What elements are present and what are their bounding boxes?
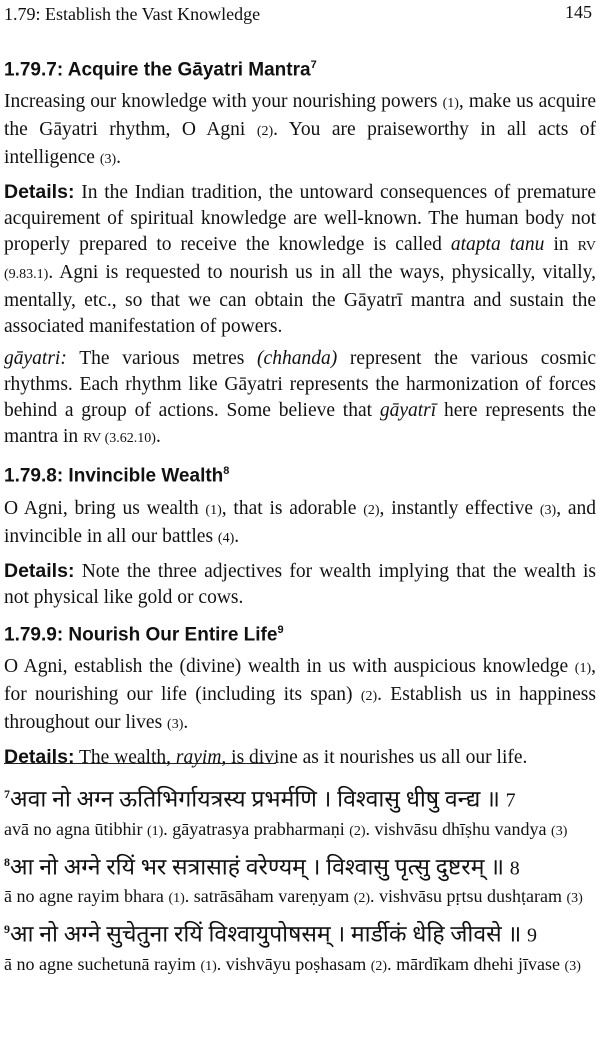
details-label: Details: bbox=[4, 745, 75, 768]
verse-translation: O Agni, establish the (divine) wealth in us with auspicious knowledge (1), for nourishing our life (including its span) (2). Establish us in happiness throughout our lives (3). bbox=[4, 655, 596, 733]
footnote-transliteration: avā no agna ūtibhir (1). gāyatrasya prabharmaṇi (2). vishvāsu dhīṣhu vandya (3) bbox=[4, 818, 568, 839]
footnote-transliteration: ā no agne suchetunā rayim (1). vishvāyu poṣhasam (2). mārdīkam dhehi jīvase (3) bbox=[4, 953, 581, 974]
term-label: gāyatri: bbox=[4, 348, 67, 370]
verse-translation: Increasing our knowledge with your nourishing powers (1), make us acquire the Gāyatri rhythm, O Agni (2). You are praiseworthy in all acts of intelligence (3). bbox=[4, 91, 596, 169]
section-heading: 1.79.7: Acquire the Gāyatri Mantra$^7$ bbox=[4, 59, 317, 81]
footnote-mark: 9 bbox=[277, 623, 284, 636]
details-paragraph: Details: Note the three adjectives for wealth implying that the wealth is not physical like gold or cows. bbox=[4, 559, 596, 608]
section-heading: 1.79.9: Nourish Our Entire Life$^9$ bbox=[4, 623, 284, 645]
footnote-transliteration: ā no agne rayim bhara (1). satrāsāham vareṇyam (2). vishvāsu pṛtsu dushṭaram (3) bbox=[4, 886, 583, 907]
footnote-sanskrit: $^9$आ नो अग्ने सुचेतुना रयिं विश्वायुपोषसम् । मार्डीकं धेहि जीवसे ॥ 9 bbox=[4, 921, 537, 947]
footnotes bbox=[4, 778, 596, 981]
running-header bbox=[4, 4, 596, 28]
footnote-mark: 8 bbox=[223, 465, 230, 478]
section-heading: 1.79.8: Invincible Wealth$^8$ bbox=[4, 465, 230, 487]
footnote-mark: 7 bbox=[310, 59, 317, 71]
details-paragraph: Details: In the Indian tradition, the untoward consequences of premature acquirement of spiritual knowledge are well-known. The human body not properly prepared to receive the knowledge is called atapta tanu in RV (9.83.1). Agni is requested to nourish us in all the ways, physically, vitally, mentally, etc., so that we can obtain the Gāyatrī mantra and sustain the associated manifestation of powers. bbox=[4, 181, 596, 338]
footnote-divider bbox=[4, 763, 276, 764]
verse-translation: O Agni, bring us wealth (1), that is adorable (2), instantly effective (3), and invincible in all our battles (4). bbox=[4, 497, 597, 547]
footnote-sanskrit: $^8$आ नो अग्ने रयिं भर सत्रासाहं वरेण्यम् । विश्वासु पृत्सु दुष्टरम् ॥ 8 bbox=[4, 854, 520, 880]
term-note-paragraph: gāyatri: The various metres (chhanda) represent the various cosmic rhythms. Each rhythm like Gāyatri represents the harmonization of forces behind a group of actions. Some believe that gāyatrī here represents the mantra in RV (3.62.10). bbox=[4, 348, 596, 448]
details-label: Details: bbox=[4, 559, 75, 582]
main-text bbox=[4, 52, 596, 777]
details-label: Details: bbox=[4, 181, 75, 204]
running-title: 1.79: Establish the Vast Knowledge bbox=[4, 4, 261, 24]
footnote-sanskrit: $^7$अवा नो अग्न ऊतिभिर्गायत्रस्य प्रभर्मणि । विश्वासु धीषु वन्द्य ॥ 7 bbox=[4, 786, 516, 812]
page-number: 145 bbox=[565, 2, 592, 22]
details-paragraph: Details: The wealth, rayim, is divine as it nourishes us all our life. bbox=[4, 745, 528, 768]
